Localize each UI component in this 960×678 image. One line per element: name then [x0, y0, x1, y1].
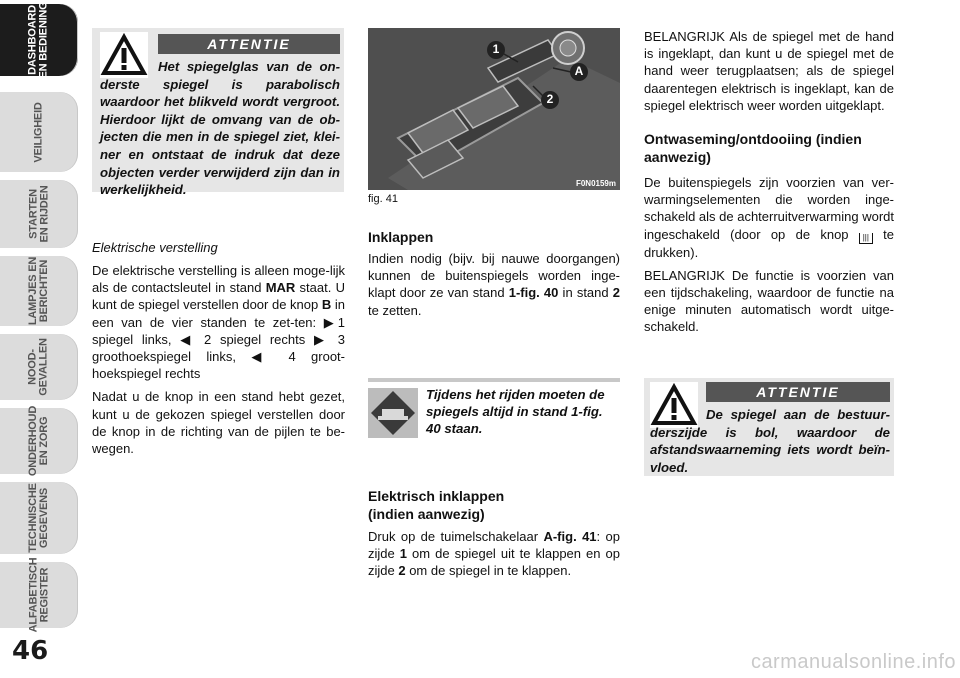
inklappen-body: Indien nodig (bijv. bij nauwe doorgangen) kunnen de buitenspiegels worden inge-klapt door ze van stand 1-fig. 40 in stand 2 te zetten.	[368, 251, 621, 318]
figure-caption: fig. 41	[368, 193, 398, 205]
arrow-left-icon: ◀	[251, 349, 274, 365]
attention-title-2: ATTENTIE	[706, 382, 890, 402]
heading-ontwaseming: Ontwaseming/ontdooiing (indien aanwezig)	[644, 131, 862, 165]
warning-2-text: De spiegel aan de bestuur-derszijde is bol, waardoor de afstandswaarneming iets wordt beïn-vloed.	[650, 407, 890, 475]
callout-1: 1	[492, 42, 500, 56]
figure-code: F0N0159m	[575, 179, 616, 188]
callout-A: A	[574, 64, 584, 78]
arrow-left-icon: ◀	[180, 331, 196, 347]
figure-41	[368, 28, 620, 190]
tab-noodgevallen[interactable]: NOOD- GEVALLEN	[0, 334, 78, 400]
heading-inklappen: Inklappen	[368, 229, 434, 245]
warning-1-text: Het spiegelglas van de on-derste spiegel is parabolisch waardoor het blikveld wordt vergroot. Hierdoor lijkt de omvang van de ob-jecten die men in de spiegel ziet, klei-ner en ontstaat de indruk dat deze objecten verder verwijderd zijn dan in werkelijkheid.	[100, 59, 340, 198]
footer-watermark: carmanualsonline.info	[750, 651, 956, 673]
right-col-p2: De buitenspiegels zijn voorzien van ver-warmingselementen die worden inge-schakeld als de achterruitverwarming wordt ingeschakeld (door op de knop ||| te drukken). BELANGRIJK De functie is voorzien van een tijdschakeling, waardoor de functie na enige minuten automatisch wordt uitge-schakeld.	[644, 175, 894, 335]
note-text: Tijdens het rijden moeten de spiegels altijd in stand 1-fig. 40 staan.	[426, 387, 605, 436]
note-box	[368, 382, 620, 442]
tab-register[interactable]: ALFABETISCH REGISTER	[0, 562, 78, 628]
tab-starten[interactable]: STARTEN EN RIJDEN	[0, 180, 78, 248]
tab-lampjes[interactable]: LAMPJES EN BERICHTEN	[0, 256, 78, 326]
steering-note-icon	[368, 388, 418, 438]
tab-dashboard[interactable]: DASHBOARD EN BEDIENING	[0, 4, 78, 76]
arrow-right-icon: ▶	[313, 331, 330, 347]
attention-title-1: ATTENTIE	[158, 34, 340, 54]
rear-defrost-icon: |||	[859, 233, 873, 244]
tab-onderhoud[interactable]: ONDERHOUD EN ZORG	[0, 408, 78, 474]
elektrisch-inklappen-body: Druk op de tuimelschakelaar A-fig. 41: op zijde 1 om de spiegel uit te klappen en op zijde 2 om de spiegel in te klappen.	[368, 529, 621, 579]
tab-technische[interactable]: TECHNISCHE GEGEVENS	[0, 482, 78, 554]
callout-2: 2	[546, 92, 554, 106]
arrow-right-icon: ▶	[323, 314, 338, 330]
subhead-elektrische-verstelling: Elektrische verstelling	[92, 240, 218, 255]
elektrische-body: De elektrische verstelling is alleen moge-lijk als de contactsleutel in stand MAR staat. U kunt de spiegel verstellen door de knop B in een van de vier standen te zet-ten: ▶1 spiegel links, ◀ 2 spiegel rechts ▶ 3 groothoekspiegel links, ◀ 4 groot-hoekspiegel rechts Nadat u de knop in een stand hebt gezet, kunt u de gekozen spiegel verstellen door de knop in de richting van de pijlen te be-wegen.	[92, 263, 345, 457]
page-number: 46	[12, 636, 49, 666]
right-col-p1: BELANGRIJK Als de spiegel met de hand is ingeklapt, dan kunt u de spiegel met de hand weer terugplaatsen; als de spiegel daarentegen elektrisch is ingeklapt, kan de spiegel elektrisch weer worden uitgeklapt.	[644, 29, 894, 113]
tab-veiligheid[interactable]: VEILIGHEID	[0, 92, 78, 172]
heading-elektrisch-inklappen: Elektrisch inklappen (indien aanwezig)	[368, 488, 505, 522]
